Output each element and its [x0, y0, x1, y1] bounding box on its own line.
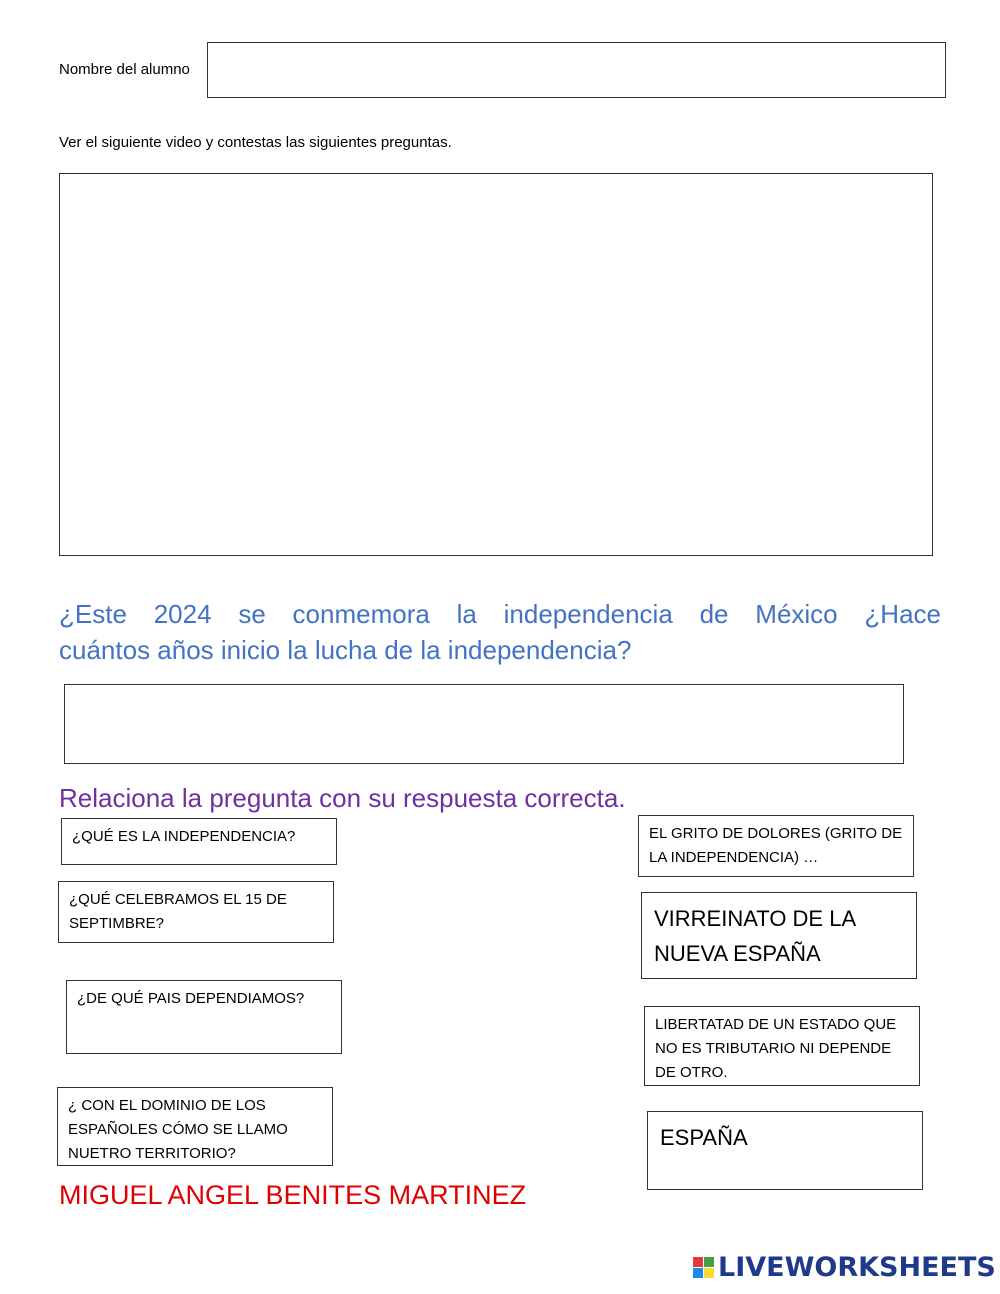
match-question-card[interactable] [58, 881, 334, 943]
match-answer-card[interactable] [647, 1111, 923, 1190]
match-question-text: ¿DE QUÉ PAIS DEPENDIAMOS? [77, 990, 305, 1007]
video-frame[interactable] [59, 173, 933, 556]
liveworksheets-icon [693, 1257, 714, 1278]
match-question-card[interactable] [66, 980, 342, 1054]
match-answer-text: ESPAÑA [660, 1125, 748, 1150]
match-question-text: ¿ CON EL DOMINIO DE LOS ESPAÑOLES CÓMO SE LLAMO NUETRO TERRITORIO? [68, 1097, 288, 1162]
question-1-answer-input[interactable] [64, 684, 904, 764]
question-1-line-2: cuántos años inicio la lucha de la independencia? [59, 635, 632, 665]
match-answer-text: VIRREINATO DE LA NUEVA ESPAÑA [654, 906, 855, 966]
student-name-label: Nombre del alumno [59, 61, 190, 78]
match-answer-card[interactable] [641, 892, 917, 979]
match-answer-card[interactable] [644, 1006, 920, 1086]
liveworksheets-logo [693, 1252, 996, 1283]
match-answer-text: EL GRITO DE DOLORES (GRITO DE LA INDEPENDENCIA) … [649, 825, 903, 866]
student-name-input[interactable] [207, 42, 946, 98]
matching-title: Relaciona la pregunta con su respuesta correcta. [59, 783, 626, 813]
author-name: MIGUEL ANGEL BENITES MARTINEZ [59, 1180, 527, 1210]
match-answer-text: LIBERTATAD DE UN ESTADO QUE NO ES TRIBUTARIO NI DEPENDE DE OTRO. [655, 1016, 897, 1081]
match-answer-card[interactable] [638, 815, 914, 877]
match-question-text: ¿QUÉ ES LA INDEPENDENCIA? [72, 828, 296, 845]
match-question-card[interactable] [61, 818, 337, 865]
match-question-text: ¿QUÉ CELEBRAMOS EL 15 DE SEPTIMBRE? [69, 891, 287, 932]
match-question-card[interactable] [57, 1087, 333, 1166]
question-1-line-1: ¿Este 2024 se conmemora la independencia de México ¿Hace [59, 599, 941, 629]
instructions-text: Ver el siguiente video y contestas las siguientes preguntas. [59, 134, 452, 151]
logo-text: LIVEWORKSHEETS [718, 1252, 996, 1283]
